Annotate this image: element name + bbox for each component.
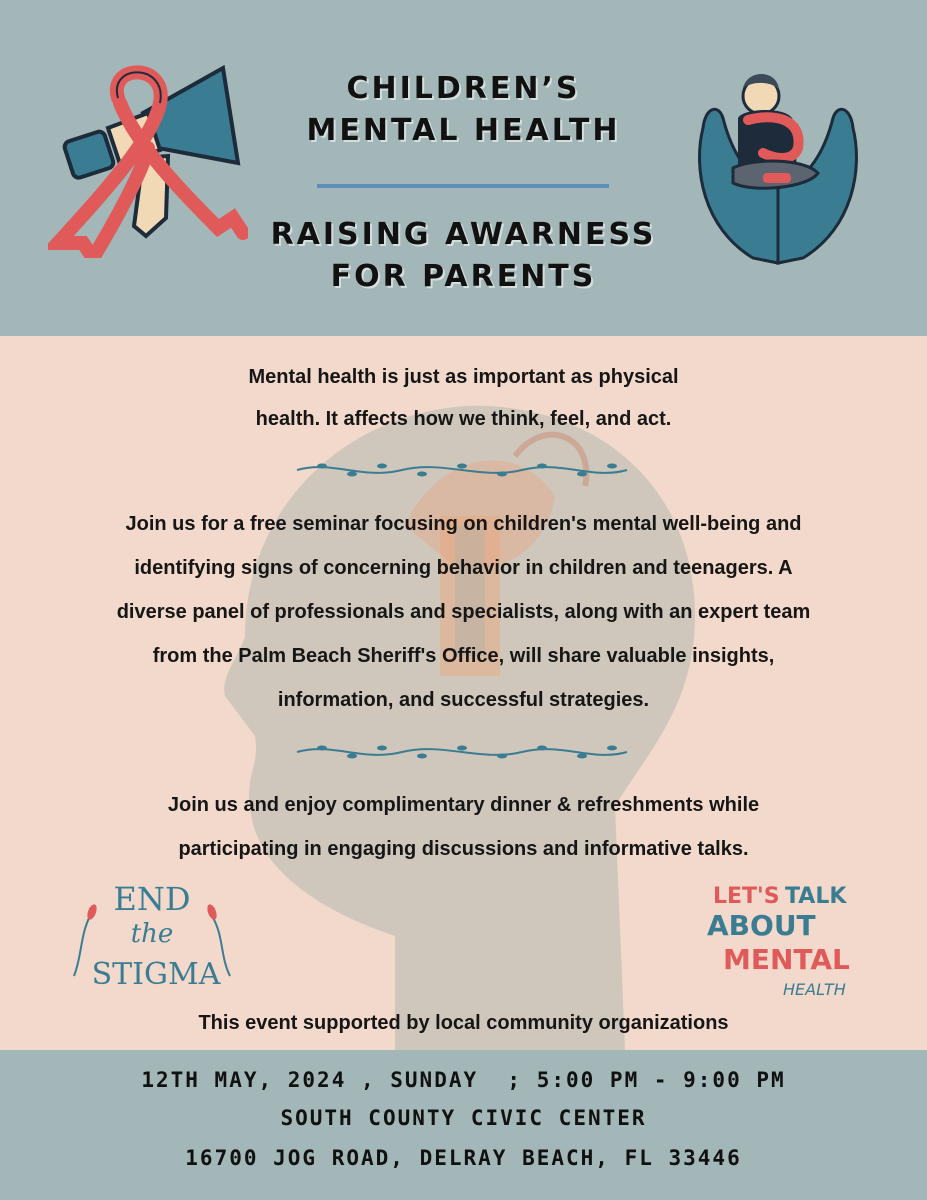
end-the-stigma-art [62,876,242,996]
svg-text:HEALTH: HEALTH [783,980,846,999]
event-venue: SOUTH COUNTY CIVIC CENTER [280,1106,647,1130]
seminar-line-4: from the Palm Beach Sheriff's Office, will share valuable insights, [152,645,775,667]
seminar-line-1: Join us for a free seminar focusing on children's mental well-being and [125,513,802,535]
title-line-1: CHILDREN’S [346,71,581,106]
svg-text:LET'S: LET'S [713,884,780,909]
event-date-time: 12TH MAY, 2024 , SUNDAY ; 5:00 PM - 9:00 PM [141,1068,786,1092]
dinner-line-1: Join us and enjoy complimentary dinner & refreshments while [167,794,760,816]
intro-line-1: Mental health is just as important as physical [248,366,679,388]
event-address: 16700 JOG ROAD, DELRAY BEACH, FL 33446 [185,1146,742,1170]
dinner-line-2: participating in engaging discussions and informative talks. [178,838,749,860]
subtitle-line-2: FOR PARENTS [330,259,597,294]
seminar-line-3: diverse panel of professionals and specialists, along with an expert team [116,601,811,623]
title-divider [317,184,609,188]
title-line-2: MENTAL HEALTH [306,113,621,148]
svg-text:the: the [130,919,174,949]
supporters-note: This event supported by local community organizations [198,1012,729,1034]
svg-text:MENTAL: MENTAL [723,943,850,976]
svg-text:STIGMA: STIGMA [91,957,221,992]
svg-text:TALK: TALK [785,884,847,909]
seminar-line-5: information, and successful strategies. [277,689,650,711]
subtitle-line-1: RAISING AWARNESS [270,217,657,252]
intro-line-2: health. It affects how we think, feel, and act. [255,408,672,430]
svg-text:ABOUT: ABOUT [707,909,816,942]
vine-divider-icon [292,458,632,482]
lets-talk-mental-health-art [693,873,863,1013]
vine-divider-icon [292,740,632,764]
svg-text:END: END [113,880,191,918]
seminar-line-2: identifying signs of concerning behavior in children and teenagers. A [134,557,793,579]
